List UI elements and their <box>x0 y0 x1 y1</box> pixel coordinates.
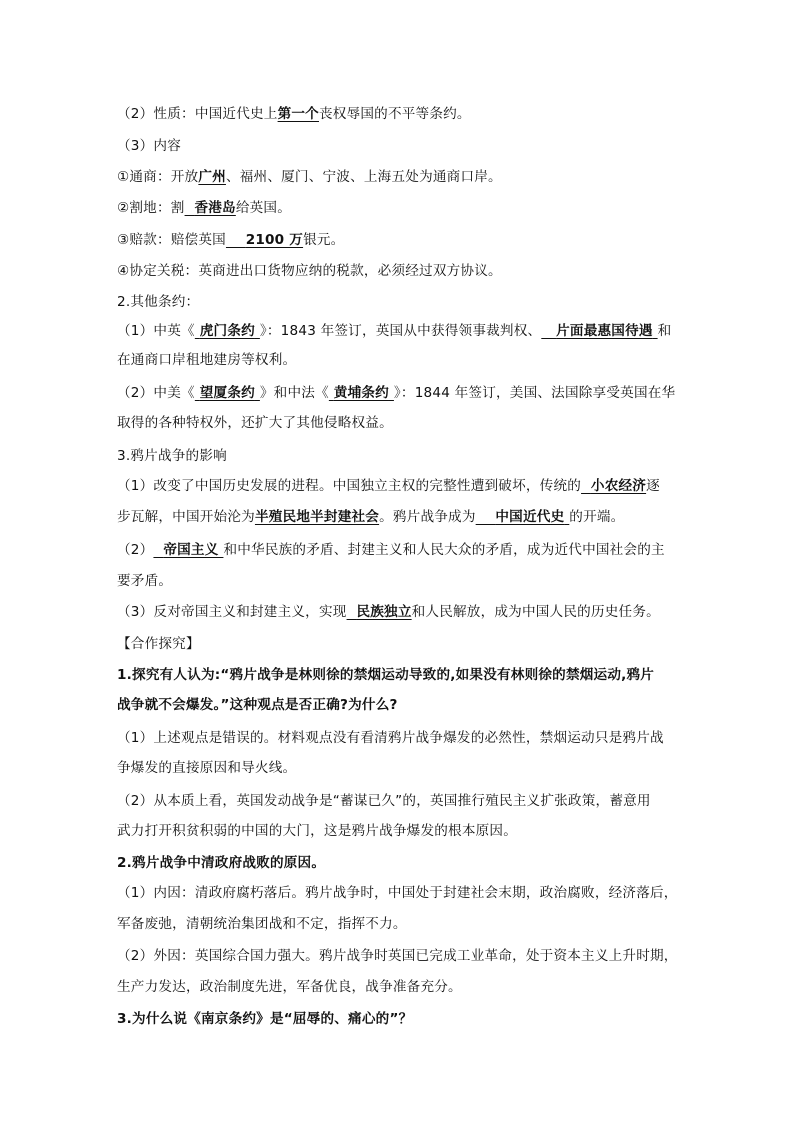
wangxia-text: 》：1844 年签订，美国、法国除享受英国在华 <box>393 385 676 401</box>
nature-answer: 第一个 <box>277 106 319 122</box>
impact3-answer-wrap <box>347 604 412 620</box>
humen-answer-1-wrap <box>195 323 260 339</box>
indemnity-label: ③赔款：赔偿英国 <box>117 232 226 248</box>
wangxia-answer-2-wrap <box>329 385 394 401</box>
impact1-answer-2-wrap <box>255 509 379 525</box>
humen-text: 》：1843 年签订，英国从中获得领事裁判权、 <box>259 323 542 339</box>
humen-answer-1: 虎门条约 <box>199 323 255 339</box>
other-treaties-heading: 2.其他条约： <box>117 294 200 310</box>
humen-label: （1）中英《 <box>117 323 195 339</box>
impact1-answer-3: 中国近代史 <box>495 509 565 525</box>
cede-line <box>117 198 291 218</box>
humen-answer-2: 片面最惠国待遇 <box>556 323 653 339</box>
trade-label: ①通商：开放 <box>117 169 199 185</box>
impact2-text: 和中华民族的矛盾、封建主义和人民大众的矛盾，成为近代中国社会的主 <box>223 542 665 558</box>
impact2-line-2: 要矛盾。 <box>117 573 173 589</box>
trade-answer: 广州 <box>198 169 226 185</box>
question3-text: 3.为什么说《南京条约》是“屈辱的、痛心的”？ <box>117 1011 413 1027</box>
content-heading: （3）内容 <box>117 138 182 154</box>
humen-and: 和 <box>657 323 672 339</box>
cede-rest: 给英国。 <box>235 200 292 216</box>
wangxia-label: （2）中美《 <box>117 385 195 401</box>
answer2-1-line-2: 军备废弛，清朝统治集团战和不定，指挥不力。 <box>117 916 407 932</box>
cede-label: ②割地：割 <box>117 200 185 216</box>
impact2-line-1 <box>117 540 665 560</box>
wangxia-line-2: 取得的各种特权外，还扩大了其他侵略权益。 <box>117 415 393 431</box>
question1-text-2: 战争就不会爆发。”这种观点是否正确?为什么? <box>117 697 398 713</box>
wangxia-answer-1-wrap <box>195 385 260 401</box>
wangxia-line-1 <box>117 383 675 403</box>
impact1-answer-2: 半殖民地半封建社会 <box>254 509 380 525</box>
humen-line-1 <box>117 321 671 341</box>
impact3-line <box>117 602 660 622</box>
trade-rest: 、福州、厦门、宁波、上海五处为通商口岸。 <box>225 169 502 185</box>
question1-text-1: 1.探究有人认为:“鸦片战争是林则徐的禁烟运动导致的,如果没有林则徐的禁烟运动,鸦片 <box>117 667 655 683</box>
cede-answer: 香港岛 <box>194 200 236 216</box>
impact1-answer-3-wrap <box>476 509 570 525</box>
impact2-label: （2） <box>117 542 154 558</box>
answer1-2-line-2: 武力打开积贫积弱的中国的大门，这是鸦片战争爆发的根本原因。 <box>117 823 518 839</box>
impact1-answer-1-wrap <box>581 478 646 494</box>
nature-rest: 丧权辱国的不平等条约。 <box>318 106 471 122</box>
impact1-tail: 逐 <box>646 478 660 494</box>
indemnity-rest: 银元。 <box>303 232 345 248</box>
indemnity-line <box>117 230 344 250</box>
nature-label: （2）性质：中国近代史上 <box>117 106 278 122</box>
question1-line-2 <box>117 695 398 715</box>
tariff-line: ④协定关税：英商进出口货物应纳的税款，必须经过双方协议。 <box>117 263 502 279</box>
cooperation-heading: 【合作探究】 <box>117 636 200 652</box>
impact1-line-1 <box>117 476 660 496</box>
indemnity-answer-wrap <box>226 232 303 248</box>
answer1-2-line-1: （2）从本质上看，英国发动战争是“蓄谋已久”的，英国推行殖民主义扩张政策，蓄意用 <box>117 793 651 809</box>
wangxia-mid: 》和中法《 <box>259 385 329 401</box>
answer1-1-line-2: 争爆发的直接原因和导火线。 <box>117 760 297 776</box>
question1-line-1 <box>117 665 654 685</box>
answer2-2-line-1: （2）外因：英国综合国力强大。鸦片战争时英国已完成工业革命，处于资本主义上升时期， <box>117 948 678 964</box>
humen-line-2: 在通商口岸租地建房等权利。 <box>117 352 297 368</box>
impact3-label: （3）反对帝国主义和封建主义，实现 <box>117 604 347 620</box>
impact1-answer-1: 小农经济 <box>590 478 647 494</box>
impact1-text-2: 步瓦解，中国开始沦为 <box>117 509 255 525</box>
question3-line <box>117 1009 412 1029</box>
cede-answer-wrap <box>185 200 236 216</box>
humen-answer-2-wrap <box>541 323 657 339</box>
wangxia-answer-2: 黄埔条约 <box>333 385 389 401</box>
impact3-rest: 和人民解放，成为中国人民的历史任务。 <box>411 604 660 620</box>
trade-line <box>117 167 502 187</box>
impact2-answer: 帝国主义 <box>163 542 219 558</box>
question2-line <box>117 853 325 873</box>
wangxia-answer-1: 望厦条约 <box>199 385 255 401</box>
question2-text: 2.鸦片战争中清政府战败的原因。 <box>117 855 326 871</box>
answer1-1-line-1: （1）上述观点是错误的。材料观点没有看清鸦片战争爆发的必然性，禁烟运动只是鸦片战 <box>117 730 664 746</box>
indemnity-answer: 2100 万 <box>245 232 304 248</box>
impact2-answer-wrap <box>153 542 223 558</box>
impact1-text-3: 。鸦片战争成为 <box>379 509 476 525</box>
answer2-1-line-1: （1）内因：清政府腐朽落后。鸦片战争时，中国处于封建社会末期，政治腐败，经济落后， <box>117 885 678 901</box>
impact-heading: 3.鸦片战争的影响 <box>117 448 227 464</box>
impact1-text: （1）改变了中国历史发展的进程。中国独立主权的完整性遭到破坏，传统的 <box>117 478 582 494</box>
impact3-answer: 民族独立 <box>356 604 412 620</box>
nature-line <box>117 104 471 124</box>
answer2-2-line-2: 生产力发达，政治制度先进，军备优良，战争准备充分。 <box>117 979 462 995</box>
impact1-text-4: 的开端。 <box>569 509 625 525</box>
impact1-line-2 <box>117 507 624 527</box>
